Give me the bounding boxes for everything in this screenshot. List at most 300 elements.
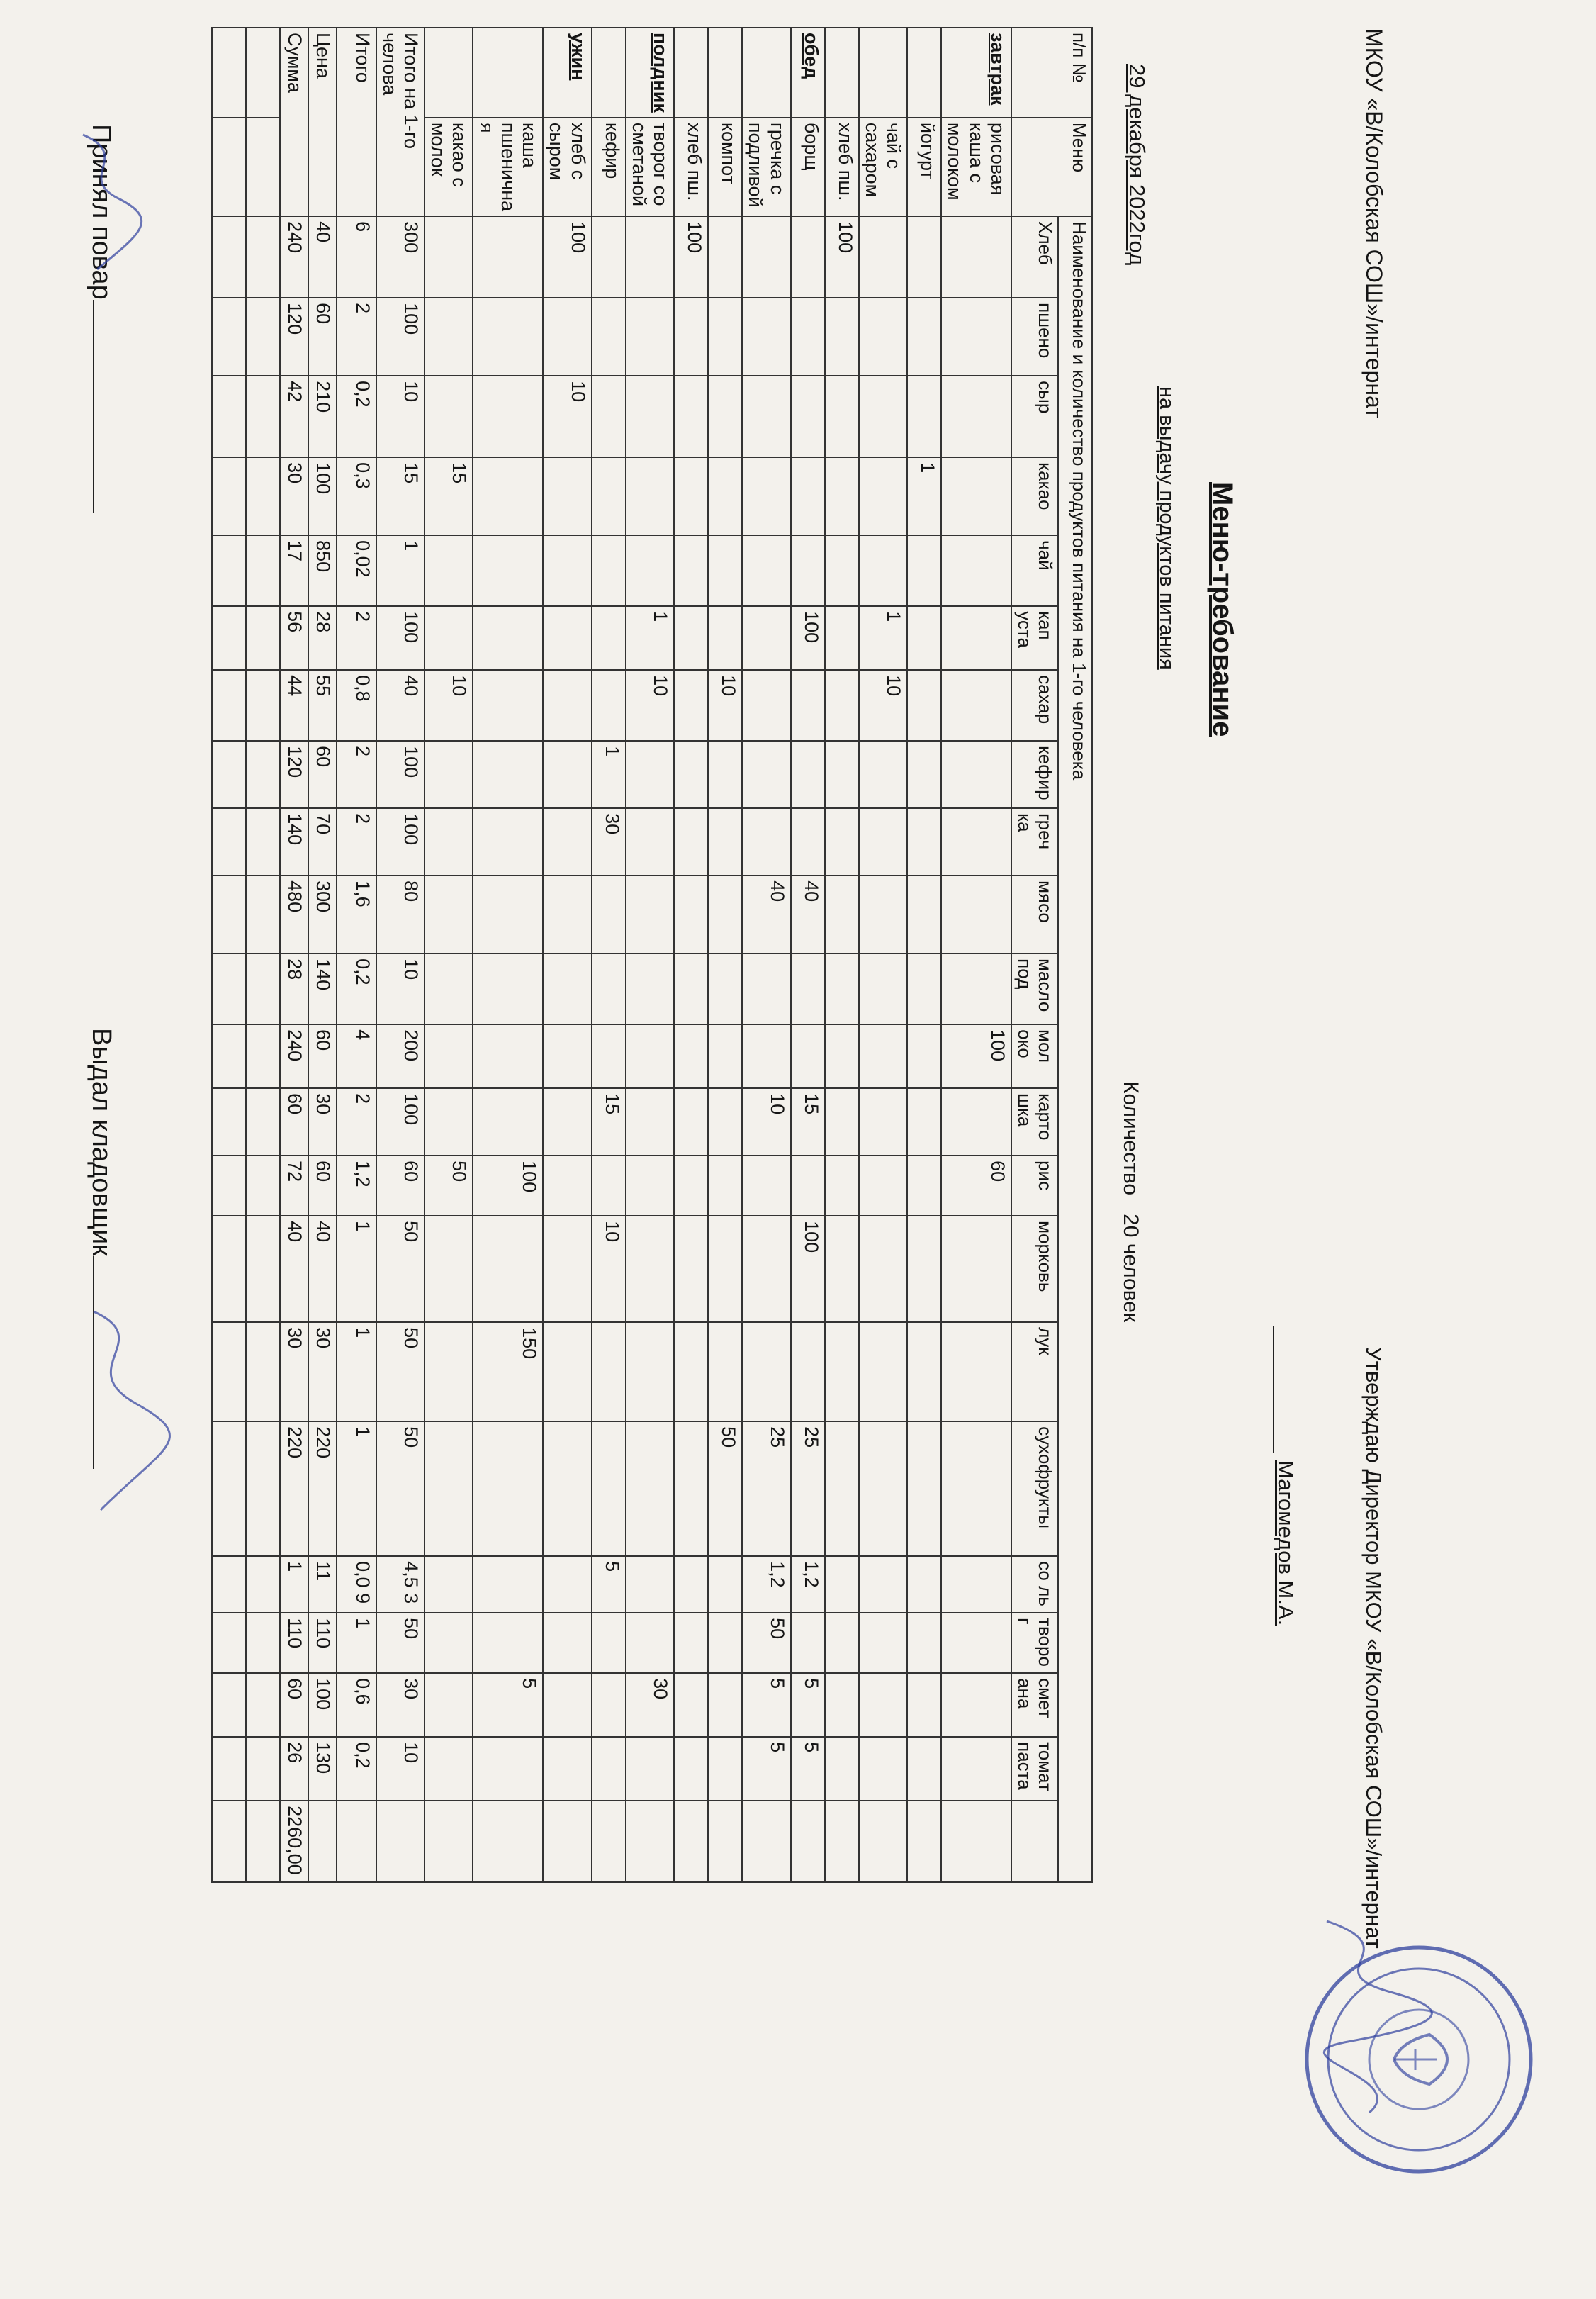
table-row	[626, 28, 674, 1882]
row-cell	[907, 298, 941, 376]
row-cell	[825, 1421, 859, 1556]
row-cell: 1	[907, 457, 941, 535]
row-cell	[825, 670, 859, 741]
summary-cell: 15	[376, 457, 425, 535]
products-table	[211, 27, 1093, 1883]
table-row	[941, 28, 1011, 1882]
summary-cell: 300	[308, 876, 337, 953]
summary-cell: 44	[280, 670, 308, 741]
row-cell: 100	[791, 1216, 825, 1322]
summary-cell: 1	[337, 1216, 376, 1322]
row-cell	[473, 535, 544, 606]
row-cell	[941, 606, 1011, 670]
summary-cell: 1	[280, 1556, 308, 1613]
row-section	[742, 28, 790, 118]
row-section: обед	[791, 28, 825, 118]
empty-cell	[212, 1156, 246, 1216]
summary-cell: 210	[308, 376, 337, 457]
empty-cell	[212, 535, 246, 606]
row-cell	[626, 1421, 674, 1556]
row-cell	[425, 535, 473, 606]
row-cell	[674, 606, 708, 670]
header-product: чай	[1011, 535, 1058, 606]
row-cell	[825, 1156, 859, 1216]
header-menu: Меню	[1011, 118, 1092, 216]
empty-row	[212, 28, 246, 1882]
row-cell	[425, 808, 473, 876]
row-cell: 1,2	[791, 1556, 825, 1613]
row-cell	[859, 535, 907, 606]
row-cell	[473, 298, 544, 376]
cook-signature-line	[93, 300, 118, 513]
empty-cell	[246, 118, 280, 216]
empty-cell	[246, 1613, 280, 1673]
empty-cell	[212, 741, 246, 808]
row-cell	[543, 606, 591, 670]
row-cell	[674, 953, 708, 1024]
row-section	[592, 28, 626, 118]
summary-cell: 30	[280, 457, 308, 535]
empty-cell	[246, 535, 280, 606]
summary-cell: 50	[376, 1322, 425, 1421]
summary-cell: 0,8	[337, 670, 376, 741]
row-cell	[859, 1322, 907, 1421]
row-cell	[473, 1613, 544, 1673]
row-cell	[626, 535, 674, 606]
row-cell	[708, 376, 742, 457]
row-cell: 10	[592, 1216, 626, 1322]
row-cell	[473, 1556, 544, 1613]
row-section	[674, 28, 708, 118]
row-cell	[941, 1737, 1011, 1801]
row-cell: 100	[473, 1156, 544, 1216]
row-menu-item: какао с молок	[425, 118, 473, 216]
empty-cell	[212, 1673, 246, 1737]
row-cell	[674, 298, 708, 376]
header-product: со ль	[1011, 1556, 1058, 1613]
row-cell-blank	[592, 1801, 626, 1882]
row-cell	[592, 1613, 626, 1673]
row-menu-item: борщ	[791, 118, 825, 216]
header-product: смет ана	[1011, 1673, 1058, 1737]
row-cell	[825, 457, 859, 535]
row-cell-blank	[708, 1801, 742, 1882]
total-per-person-row	[376, 28, 425, 1882]
quantity-label: Количество	[1119, 1081, 1142, 1196]
row-cell	[791, 1156, 825, 1216]
row-cell-blank	[742, 1801, 790, 1882]
row-cell	[543, 670, 591, 741]
header-product: масло под	[1011, 953, 1058, 1024]
summary-cell: 4	[337, 1024, 376, 1088]
row-cell	[941, 1088, 1011, 1156]
row-cell	[742, 376, 790, 457]
row-cell: 5	[473, 1673, 544, 1737]
row-cell	[907, 1737, 941, 1801]
header-num: п/п №	[1011, 28, 1092, 118]
table-row	[907, 28, 941, 1882]
row-cell	[907, 1613, 941, 1673]
row-cell	[626, 298, 674, 376]
row-section: ужин	[543, 28, 591, 118]
row-cell	[907, 741, 941, 808]
row-cell	[473, 741, 544, 808]
row-cell	[425, 1737, 473, 1801]
row-cell	[742, 457, 790, 535]
row-cell	[674, 1216, 708, 1322]
summary-cell: 60	[308, 1024, 337, 1088]
row-cell	[425, 741, 473, 808]
empty-cell	[246, 1737, 280, 1801]
summary-cell: 1	[337, 1322, 376, 1421]
summary-cell: 40	[376, 670, 425, 741]
row-cell	[674, 741, 708, 808]
row-cell	[907, 670, 941, 741]
row-cell	[825, 876, 859, 953]
document-date: 29 декабря 2022год	[1125, 64, 1150, 266]
row-cell	[425, 1322, 473, 1421]
quantity-value: 20 человек	[1119, 1214, 1142, 1323]
empty-cell	[212, 1613, 246, 1673]
summary-cell: 110	[280, 1613, 308, 1673]
row-cell-blank	[425, 1801, 473, 1882]
header-product: Хлеб	[1011, 216, 1058, 298]
empty-cell	[212, 1801, 246, 1882]
row-cell: 15	[791, 1088, 825, 1156]
summary-cell: 0,3	[337, 457, 376, 535]
row-cell	[592, 606, 626, 670]
row-cell	[592, 376, 626, 457]
row-section	[473, 28, 544, 118]
row-cell	[825, 1024, 859, 1088]
header-products-group: Наименование и количество продуктов питания на 1-го человека	[1058, 216, 1092, 1882]
row-cell	[708, 1673, 742, 1737]
page-subtitle: на выдачу продуктов питания	[1155, 386, 1178, 670]
row-cell	[473, 457, 544, 535]
summary-cell: 100	[376, 606, 425, 670]
row-cell	[859, 876, 907, 953]
summary-cell: 220	[308, 1421, 337, 1556]
header-product: сахар	[1011, 670, 1058, 741]
row-cell	[859, 216, 907, 298]
total-per-person-row-label: Итого на 1-го челова	[376, 28, 425, 216]
page-title: Меню-требование	[1207, 482, 1238, 737]
summary-cell: 100	[308, 1673, 337, 1737]
summary-cell: 72	[280, 1156, 308, 1216]
empty-cell	[246, 376, 280, 457]
row-cell: 50	[742, 1613, 790, 1673]
price-row	[308, 28, 337, 1882]
approval-line: Утверждаю Директор МКОУ «В/Колобская СОШ»/интернат	[1361, 1347, 1386, 1949]
summary-cell: 0,02	[337, 535, 376, 606]
empty-cell	[212, 876, 246, 953]
summary-cell: 220	[280, 1421, 308, 1556]
row-cell	[592, 1421, 626, 1556]
table-row	[791, 28, 825, 1882]
empty-cell	[246, 457, 280, 535]
empty-cell	[212, 1421, 246, 1556]
row-cell	[708, 1556, 742, 1613]
row-cell	[859, 1156, 907, 1216]
empty-cell	[212, 457, 246, 535]
summary-cell: 2	[337, 808, 376, 876]
row-cell: 100	[825, 216, 859, 298]
row-cell	[626, 1322, 674, 1421]
table-header-products	[1011, 28, 1058, 1882]
row-cell	[742, 216, 790, 298]
row-cell	[674, 1322, 708, 1421]
summary-cell: 140	[280, 808, 308, 876]
row-cell	[626, 741, 674, 808]
row-cell	[907, 876, 941, 953]
row-cell	[708, 741, 742, 808]
row-cell	[907, 1216, 941, 1322]
row-cell	[626, 876, 674, 953]
empty-cell	[212, 1024, 246, 1088]
summary-cell: 100	[308, 457, 337, 535]
row-cell: 5	[742, 1737, 790, 1801]
row-cell: 50	[425, 1156, 473, 1216]
row-cell	[473, 1216, 544, 1322]
row-cell	[473, 808, 544, 876]
row-cell	[674, 535, 708, 606]
summary-cell: 56	[280, 606, 308, 670]
table-row	[708, 28, 742, 1882]
summary-cell: 50	[376, 1613, 425, 1673]
row-cell	[825, 1216, 859, 1322]
row-cell	[859, 741, 907, 808]
summary-cell: 10	[376, 376, 425, 457]
row-cell	[473, 1421, 544, 1556]
row-cell	[543, 876, 591, 953]
summary-cell: 2	[337, 298, 376, 376]
row-cell	[592, 457, 626, 535]
row-cell	[543, 1024, 591, 1088]
row-cell	[473, 953, 544, 1024]
row-cell	[674, 1673, 708, 1737]
row-section	[825, 28, 859, 118]
empty-cell	[212, 1088, 246, 1156]
row-cell	[592, 535, 626, 606]
row-cell	[626, 216, 674, 298]
director-name: Магомедов М.А.	[1274, 1460, 1298, 1626]
row-cell	[941, 1673, 1011, 1737]
row-cell	[543, 808, 591, 876]
row-cell: 150	[473, 1322, 544, 1421]
summary-cell-blank	[308, 1801, 337, 1882]
summary-cell: 50	[376, 1216, 425, 1322]
summary-cell: 80	[376, 876, 425, 953]
table-row	[425, 28, 473, 1882]
table-header-row	[1058, 28, 1092, 1882]
row-cell	[626, 1156, 674, 1216]
row-cell	[907, 376, 941, 457]
row-cell	[907, 535, 941, 606]
row-cell	[674, 876, 708, 953]
row-cell	[425, 1421, 473, 1556]
row-cell	[626, 808, 674, 876]
row-cell	[592, 1156, 626, 1216]
row-cell: 30	[592, 808, 626, 876]
row-cell	[825, 1322, 859, 1421]
summary-cell: 240	[280, 1024, 308, 1088]
row-cell	[708, 606, 742, 670]
row-cell	[425, 1088, 473, 1156]
summary-cell: 60	[308, 298, 337, 376]
row-cell	[859, 1613, 907, 1673]
row-cell	[825, 1556, 859, 1613]
summary-cell-blank	[337, 1801, 376, 1882]
row-cell: 60	[941, 1156, 1011, 1216]
row-cell	[708, 808, 742, 876]
row-cell	[626, 376, 674, 457]
row-cell	[543, 1088, 591, 1156]
table-row	[742, 28, 790, 1882]
row-cell	[825, 808, 859, 876]
row-cell	[674, 808, 708, 876]
table-row	[592, 28, 626, 1882]
row-cell	[859, 808, 907, 876]
row-cell	[859, 298, 907, 376]
row-cell	[791, 670, 825, 741]
row-cell	[825, 1737, 859, 1801]
row-cell: 5	[592, 1556, 626, 1613]
summary-cell: 26	[280, 1737, 308, 1801]
row-cell	[791, 741, 825, 808]
row-cell	[674, 1088, 708, 1156]
row-cell	[742, 1322, 790, 1421]
row-cell	[592, 298, 626, 376]
summary-cell: 60	[376, 1156, 425, 1216]
empty-cell	[246, 953, 280, 1024]
row-cell	[708, 1024, 742, 1088]
price-row-label: Цена	[308, 28, 337, 216]
row-menu-item: каша пшенична я	[473, 118, 544, 216]
row-cell	[859, 953, 907, 1024]
row-cell-blank	[907, 1801, 941, 1882]
total-row-label: Итого	[337, 28, 376, 216]
row-cell	[425, 1024, 473, 1088]
summary-cell: 0,2	[337, 376, 376, 457]
row-cell	[708, 457, 742, 535]
summary-cell: 10	[376, 953, 425, 1024]
row-cell	[473, 376, 544, 457]
summary-cell: 2	[337, 606, 376, 670]
row-cell	[859, 1088, 907, 1156]
row-cell	[825, 606, 859, 670]
grand-total: 2260,00	[280, 1801, 308, 1882]
row-cell	[473, 606, 544, 670]
row-cell	[708, 1216, 742, 1322]
sum-row	[280, 28, 308, 1882]
row-cell: 5	[791, 1673, 825, 1737]
row-cell	[592, 670, 626, 741]
director-signature-line	[1273, 1326, 1298, 1626]
row-cell: 100	[791, 606, 825, 670]
row-cell	[825, 298, 859, 376]
sum-row-label: Сумма	[280, 28, 308, 216]
row-cell	[941, 376, 1011, 457]
row-cell-blank	[859, 1801, 907, 1882]
row-cell	[626, 953, 674, 1024]
row-cell	[791, 457, 825, 535]
row-cell	[941, 670, 1011, 741]
row-cell	[543, 953, 591, 1024]
storekeeper-label: Выдал кладовщик	[86, 1028, 116, 1256]
row-section	[907, 28, 941, 118]
row-cell	[941, 741, 1011, 808]
empty-cell	[246, 606, 280, 670]
row-cell	[941, 457, 1011, 535]
empty-cell	[212, 1737, 246, 1801]
row-cell: 1	[859, 606, 907, 670]
row-cell	[742, 1156, 790, 1216]
row-cell	[791, 376, 825, 457]
row-menu-item: кефир	[592, 118, 626, 216]
row-cell-blank	[543, 1801, 591, 1882]
row-section: завтрак	[941, 28, 1011, 118]
row-cell	[791, 535, 825, 606]
empty-cell	[246, 1216, 280, 1322]
header-product: рис	[1011, 1156, 1058, 1216]
row-cell	[592, 216, 626, 298]
empty-cell	[212, 670, 246, 741]
row-cell	[742, 670, 790, 741]
summary-cell: 28	[280, 953, 308, 1024]
row-cell: 10	[708, 670, 742, 741]
empty-cell	[246, 216, 280, 298]
summary-cell: 42	[280, 376, 308, 457]
summary-cell: 100	[376, 298, 425, 376]
empty-cell	[246, 808, 280, 876]
row-cell: 5	[791, 1737, 825, 1801]
row-cell: 10	[543, 376, 591, 457]
summary-cell: 30	[376, 1673, 425, 1737]
row-cell: 15	[425, 457, 473, 535]
empty-cell	[246, 1673, 280, 1737]
row-cell	[907, 1156, 941, 1216]
row-cell	[592, 953, 626, 1024]
row-cell: 50	[708, 1421, 742, 1556]
row-cell	[543, 1322, 591, 1421]
row-cell	[543, 1421, 591, 1556]
row-cell	[859, 1216, 907, 1322]
row-cell	[859, 1556, 907, 1613]
empty-cell	[246, 1024, 280, 1088]
row-section	[425, 28, 473, 118]
header-product: греч ка	[1011, 808, 1058, 876]
row-cell	[907, 1673, 941, 1737]
row-cell	[708, 1613, 742, 1673]
summary-cell: 4,5 3	[376, 1556, 425, 1613]
row-cell	[592, 1024, 626, 1088]
row-cell: 30	[626, 1673, 674, 1737]
table-row	[543, 28, 591, 1882]
empty-cell	[212, 376, 246, 457]
header-product: карто шка	[1011, 1088, 1058, 1156]
row-cell	[791, 1322, 825, 1421]
empty-cell	[212, 1556, 246, 1613]
row-cell	[674, 1421, 708, 1556]
empty-cell	[212, 28, 246, 118]
row-cell: 10	[626, 670, 674, 741]
row-cell	[473, 216, 544, 298]
row-cell	[907, 216, 941, 298]
storekeeper-signature-scribble	[65, 1304, 179, 1517]
summary-cell: 30	[280, 1322, 308, 1421]
row-cell	[674, 376, 708, 457]
row-cell	[626, 1088, 674, 1156]
